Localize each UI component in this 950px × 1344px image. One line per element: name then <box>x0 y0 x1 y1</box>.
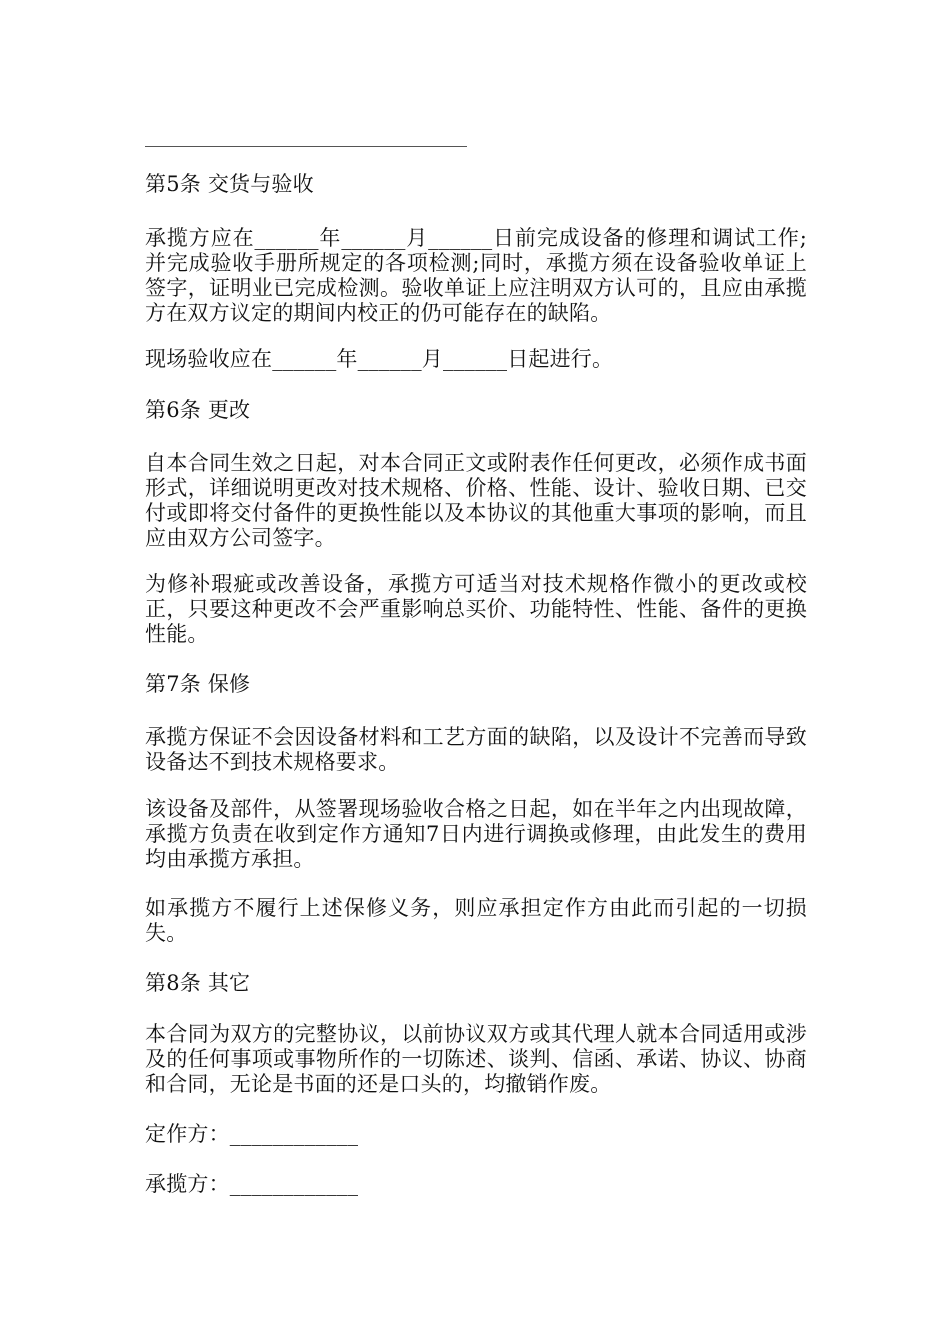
section-7-paragraph-1: 承揽方保证不会因设备材料和工艺方面的缺陷，以及设计不完善而导致设备达不到技术规格要求。 <box>145 725 807 774</box>
section-5-paragraph-2: 现场验收应在______年______月______日起进行。 <box>145 347 614 371</box>
section-5-paragraph-1: 承揽方应在______年______月______日前完成设备的修理和调试工作;并完成验收手册所规定的各项检测;同时，承揽方须在设备验收单证上签字，证明业已完成检测。验收单证上应注明双方认可的，且应由承揽方在双方议定的期间内校正的仍可能存在的缺陷。 <box>145 226 807 325</box>
section-6-title: 第6条 更改 <box>145 398 251 422</box>
signature-party-a: 定作方：____________ <box>145 1122 359 1146</box>
section-6-paragraph-2: 为修补瑕疵或改善设备，承揽方可适当对技术规格作微小的更改或校正，只要这种更改不会严重影响总买价、功能特性、性能、备件的更换性能。 <box>145 572 807 646</box>
section-7-paragraph-3: 如承揽方不履行上述保修义务，则应承担定作方由此而引起的一切损失。 <box>145 896 807 945</box>
section-5-title: 第5条 交货与验收 <box>145 172 314 196</box>
section-8-paragraph-1: 本合同为双方的完整协议，以前协议双方或其代理人就本合同适用或涉及的任何事项或事物所作的一切陈述、谈判、信函、承诺、协议、协商和合同，无论是书面的还是口头的，均撤销作废。 <box>145 1022 807 1096</box>
section-7-paragraph-2: 该设备及部件，从签署现场验收合格之日起，如在半年之内出现故障，承揽方负责在收到定作方通知7日内进行调换或修理，由此发生的费用均由承揽方承担。 <box>145 797 807 871</box>
top-rule <box>145 146 467 147</box>
signature-party-b: 承揽方：____________ <box>145 1172 359 1196</box>
section-7-title: 第7条 保修 <box>145 672 251 696</box>
section-6-paragraph-1: 自本合同生效之日起，对本合同正文或附表作任何更改，必须作成书面形式，详细说明更改对技术规格、价格、性能、设计、验收日期、已交付或即将交付备件的更换性能以及本协议的其他重大事项的影响，而且应由双方公司签字。 <box>145 451 807 550</box>
section-8-title: 第8条 其它 <box>145 971 251 995</box>
